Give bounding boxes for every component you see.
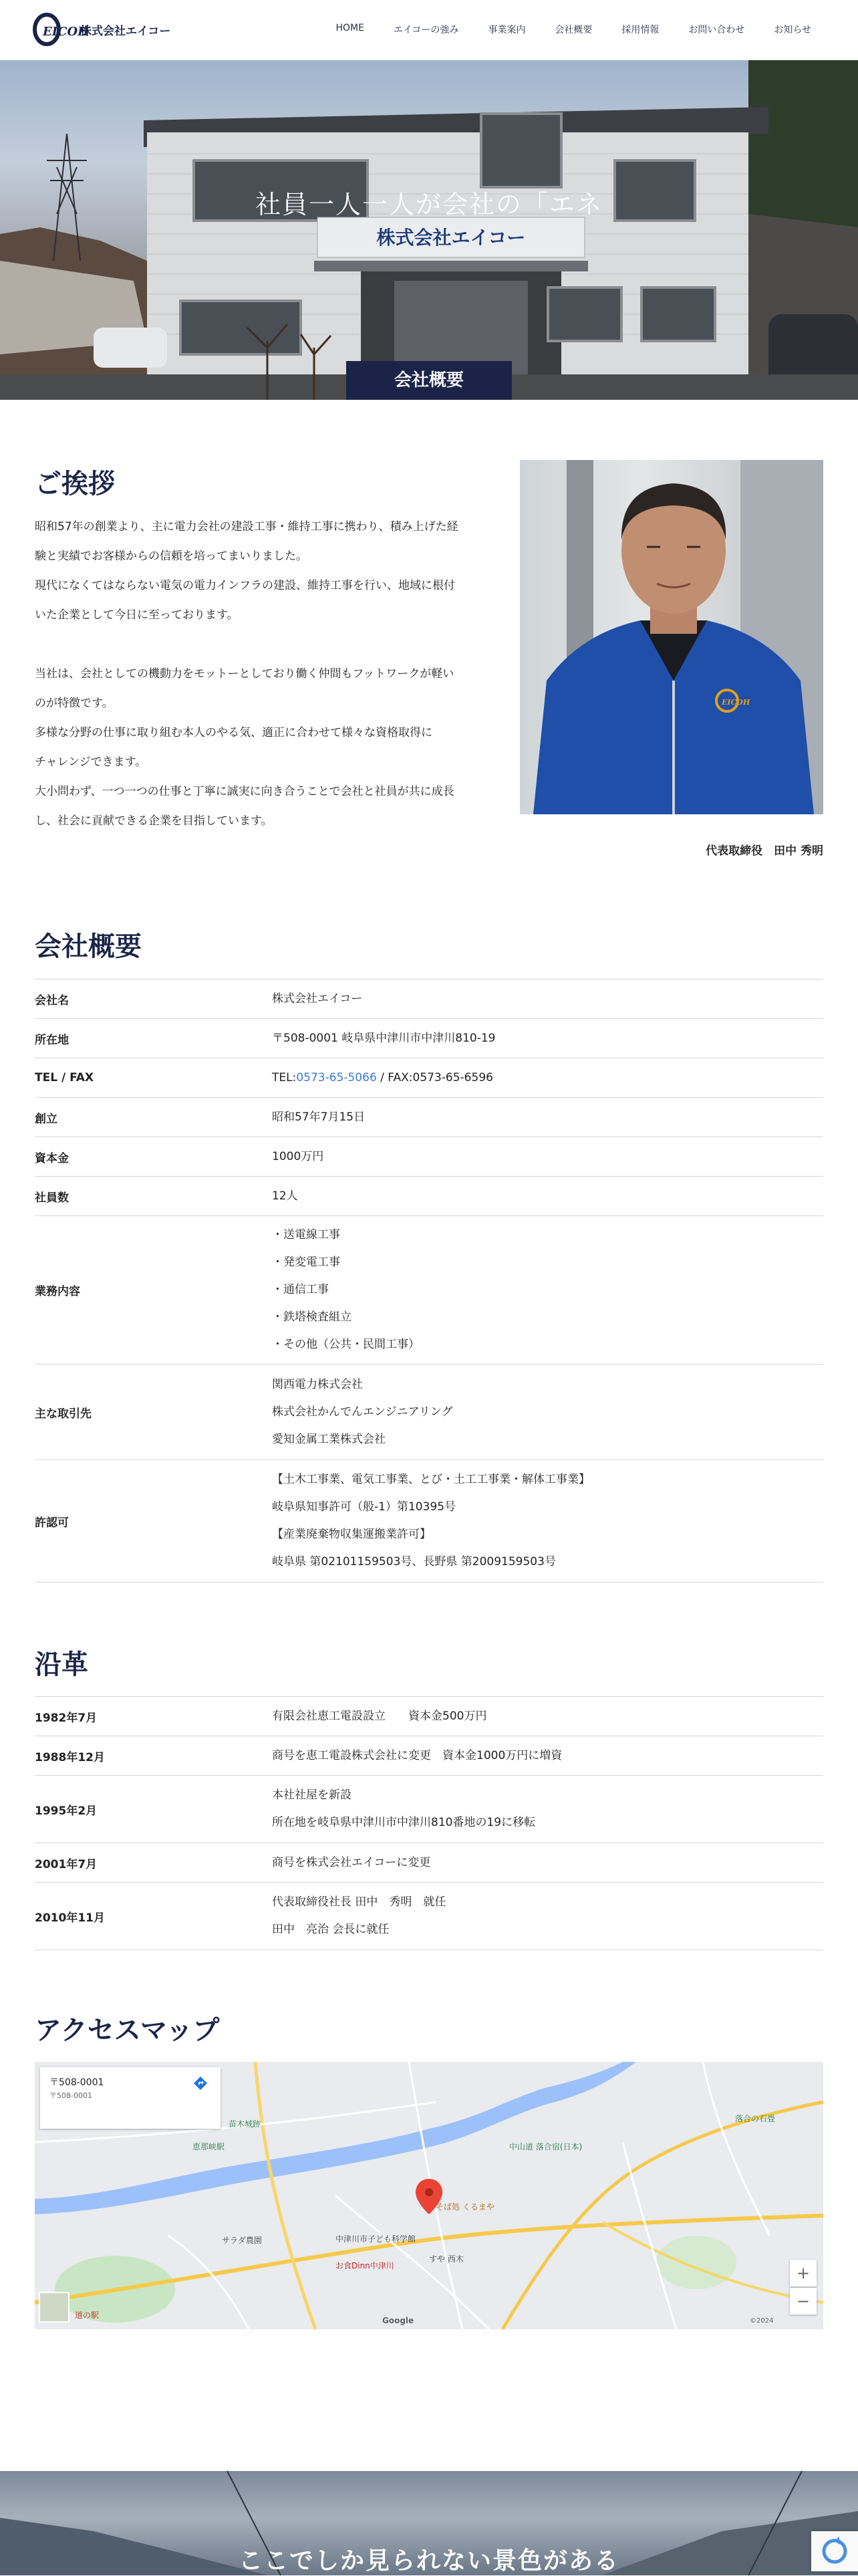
table-row xyxy=(35,1365,823,1460)
map-label: 道の駅 xyxy=(75,2311,100,2320)
row-label: 1982年7月 xyxy=(35,1711,98,1725)
row-label: 社員数 xyxy=(35,1191,69,1205)
nav-contact[interactable]: お問い合わせ xyxy=(688,25,745,35)
svg-text:株式会社エイコー: 株式会社エイコー xyxy=(376,227,526,249)
table-row xyxy=(35,979,823,1019)
greeting-line: いた企業として今日に至っております。 xyxy=(35,608,239,622)
row-value: 株式会社エイコー xyxy=(272,991,363,1006)
map-label: 苗木城跡 xyxy=(229,2119,261,2129)
nav-business[interactable]: 事業案内 xyxy=(488,25,526,35)
table-row xyxy=(35,1843,823,1883)
map-label: 中山道 落合宿(日本) xyxy=(509,2142,583,2151)
greeting-line: 多様な分野の仕事に取り組む本人のやる気、適正に合わせて様々な資格取得に xyxy=(35,726,432,739)
greeting-spacer xyxy=(35,630,496,659)
greeting-line: 現代になくてはならない電気の電力インフラの建設、維持工事を行い、地域に根付 xyxy=(35,579,455,592)
row-value: 1000万円 xyxy=(272,1149,324,1163)
table-row xyxy=(35,1736,823,1776)
greeting-line: 大小問わず、一つ一つの仕事と丁寧に誠実に向き合うことで会社と社員が共に成長 xyxy=(35,785,454,798)
nav-strengths[interactable]: エイコーの強み xyxy=(393,25,459,35)
greeting-title: ご挨拶 xyxy=(35,469,115,499)
row-value: 12人 xyxy=(272,1189,298,1203)
hero-building-photo xyxy=(0,60,858,400)
nav-news[interactable]: お知らせ xyxy=(774,25,811,35)
row-label: 許認可 xyxy=(35,1516,69,1530)
row-value: 有限会社恵工電設設立 資本金500万円 xyxy=(272,1709,487,1723)
map-zoom-out-button[interactable]: − xyxy=(790,2288,817,2315)
map-layer-toggle[interactable] xyxy=(39,2292,69,2323)
row-label: 1995年2月 xyxy=(35,1804,98,1818)
map-label: すや 西木 xyxy=(429,2254,464,2264)
hero-catchcopy: 社員一人一人が会社の「エネ xyxy=(255,190,603,219)
bottom-banner xyxy=(0,2471,858,2575)
map-card-address: 〒508-0001 xyxy=(49,2091,92,2100)
access-title: アクセスマップ xyxy=(35,2015,220,2046)
recaptcha-icon xyxy=(811,2531,858,2571)
hero-section xyxy=(0,60,858,400)
google-map[interactable] xyxy=(35,2062,823,2329)
map-label: お食Dinn中津川 xyxy=(335,2261,394,2270)
history-title: 沿革 xyxy=(35,1649,88,1680)
map-copyright: ©2024 xyxy=(750,2317,774,2325)
map-info-card xyxy=(40,2067,221,2129)
row-label: 会社名 xyxy=(35,993,69,1008)
row-label: TEL / FAX xyxy=(35,1071,94,1084)
greeting-line: し、社会に貢献できる企業を目指しています。 xyxy=(35,814,273,828)
overview-table xyxy=(35,979,823,1583)
row-value: TEL:0573-65-5066 / FAX:0573-65-6596 xyxy=(272,1070,493,1084)
row-value: 〒508-0001 岐阜県中津川市中津川810-19 xyxy=(272,1031,496,1045)
row-label: 主な取引先 xyxy=(35,1407,92,1421)
table-row xyxy=(35,1177,823,1216)
table-row xyxy=(35,1216,823,1365)
history-table xyxy=(35,1696,823,1950)
row-value: ・送電線工事 ・発変電工事 ・通信工事 ・鉄塔検査組立 ・その他（公共・民間工事） xyxy=(272,1228,420,1351)
row-label: 2010年11月 xyxy=(35,1911,105,1925)
ceo-portrait-photo xyxy=(520,460,823,814)
greeting-body xyxy=(35,512,496,836)
row-value: 本社社屋を新設 所在地を岐阜県中津川市中津川810番地の19に移転 xyxy=(272,1788,536,1829)
greeting-line: チャレンジできます。 xyxy=(35,755,147,769)
row-value: 代表取締役社長 田中 秀明 就任 田中 亮治 会長に就任 xyxy=(272,1895,446,1936)
global-nav xyxy=(306,23,811,36)
table-row xyxy=(35,1776,823,1843)
table-row xyxy=(35,1460,823,1583)
row-value: 関西電力株式会社 株式会社かんでんエンジニアリング 愛知金属工業株式会社 xyxy=(272,1377,453,1446)
banner-catchcopy: ここでしか見られない景色がある xyxy=(238,2547,619,2575)
company-name: 株式会社エイコー xyxy=(80,24,171,38)
greeting-line: のが特徴です。 xyxy=(35,697,114,710)
map-label: 落合の石畳 xyxy=(735,2114,776,2123)
svg-text:EICOH: EICOH xyxy=(722,698,750,707)
eicoh-logo-icon xyxy=(33,12,90,47)
nav-home[interactable]: HOME xyxy=(335,23,364,33)
map-label: そば処 くるまや xyxy=(436,2202,494,2212)
svg-text:EICOH: EICOH xyxy=(43,25,90,39)
map-label: 恵那峡駅 xyxy=(192,2142,225,2151)
table-row xyxy=(35,1697,823,1736)
tel-link[interactable]: 0573-65-5066 xyxy=(296,1070,377,1084)
table-row xyxy=(35,1883,823,1950)
overview-title: 会社概要 xyxy=(35,931,142,962)
row-label: 1988年12月 xyxy=(35,1750,105,1764)
row-value: 商号を恵工電設株式会社に変更 資本金1000万円に増資 xyxy=(272,1748,563,1762)
nav-recruit[interactable]: 採用情報 xyxy=(621,25,660,35)
map-zoom-in-button[interactable]: + xyxy=(790,2260,817,2287)
nav-company[interactable]: 会社概要 xyxy=(555,25,593,35)
row-label: 創立 xyxy=(35,1112,57,1126)
page-title-tag: 会社概要 xyxy=(346,361,512,400)
recaptcha-badge[interactable] xyxy=(811,2531,858,2571)
table-row xyxy=(35,1019,823,1058)
table-row xyxy=(35,1098,823,1137)
greeting-line: 験と実績でお客様からの信頼を培ってまいりました。 xyxy=(35,550,307,563)
row-label: 資本金 xyxy=(35,1151,69,1165)
table-row xyxy=(35,1058,823,1098)
site-header xyxy=(0,0,858,60)
row-label: 所在地 xyxy=(35,1033,69,1047)
row-value: 【土木工事業、電気工事業、とび・土工工事業・解体工事業】 岐阜県知事許可（般-1）第10395号 【産業廃棄物収集運搬業許可】 岐阜県 第02101159503号、長野県 第2009159503号 xyxy=(272,1473,590,1568)
map-card-title: 〒508-0001 xyxy=(49,2077,104,2088)
google-brand: Google xyxy=(382,2316,414,2325)
map-label: 中津川市子ども科学館 xyxy=(335,2234,416,2244)
greeting-line: 昭和57年の創業より、主に電力会社の建設工事・維持工事に携わり、積み上げた経 xyxy=(35,520,458,534)
map-label: サラダ農園 xyxy=(222,2236,262,2245)
table-row xyxy=(35,1137,823,1177)
directions-icon[interactable] xyxy=(192,2075,208,2095)
row-label: 業務内容 xyxy=(35,1285,80,1298)
row-value: 商号を株式会社エイコーに変更 xyxy=(272,1855,431,1869)
row-value: 昭和57年7月15日 xyxy=(272,1110,366,1124)
row-label: 2001年7月 xyxy=(35,1857,98,1871)
ceo-signature: 代表取締役 田中 秀明 xyxy=(706,844,823,858)
greeting-line: 当社は、会社としての機動力をモットーとしており働く仲間もフットワークが軽い xyxy=(35,667,454,681)
site-logo[interactable] xyxy=(33,12,170,47)
